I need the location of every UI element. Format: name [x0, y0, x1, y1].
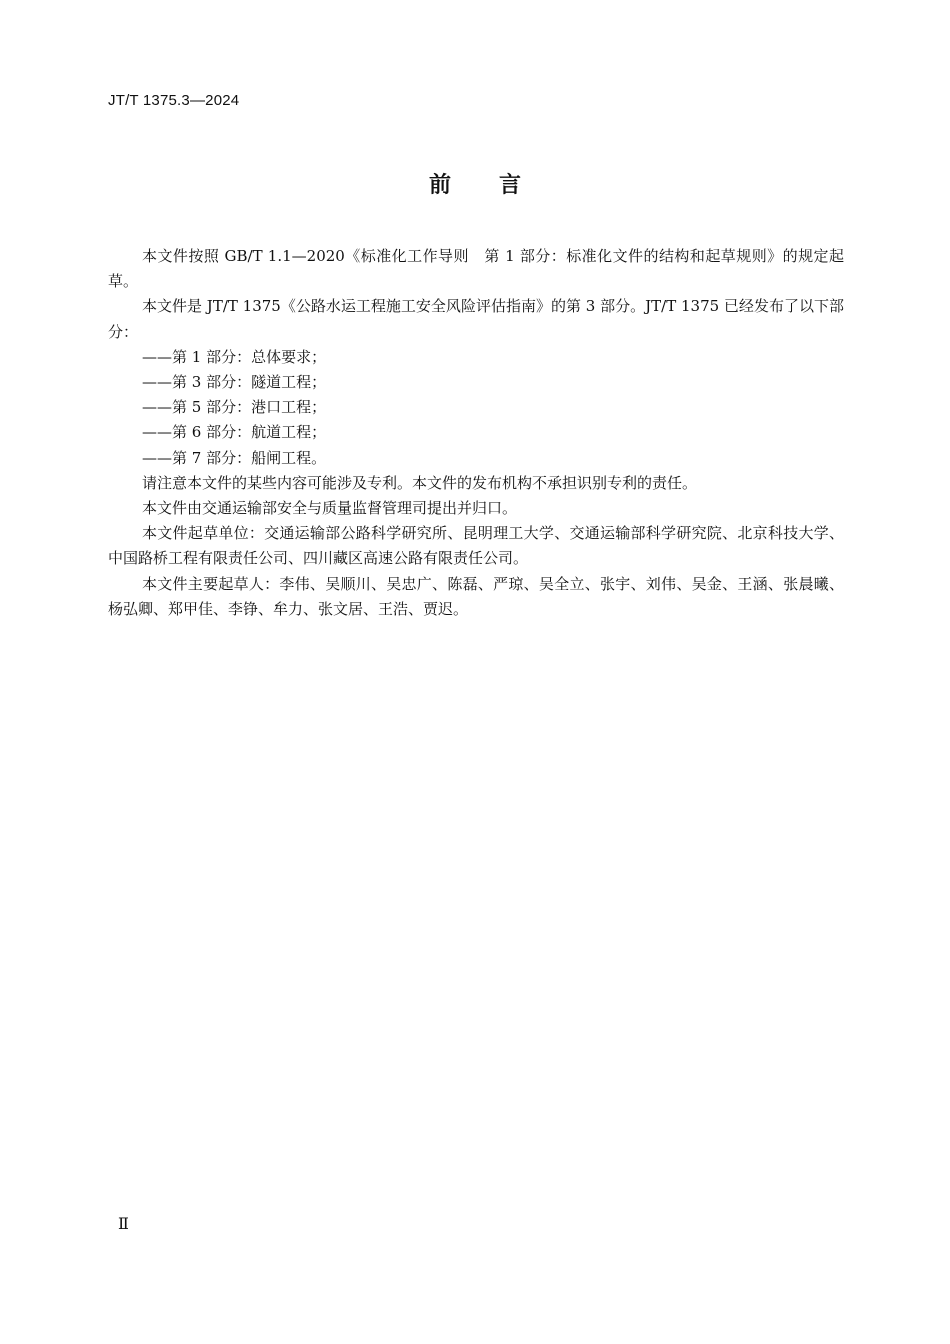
list-item-part-6: ——第 6 部分：航道工程； — [142, 423, 327, 442]
page-title: 前言 — [428, 172, 569, 198]
paragraph-drafting-units: 本文件起草单位：交通运输部公路科学研究所、昆明理工大学、交通运输部科学研究院、北京科技大学、中国路桥工程有限责任公司、四川藏区高速公路有限责任公司。 — [108, 524, 844, 568]
paragraph-series-info: 本文件是 JT/T 1375《公路水运工程施工安全风险评估指南》的第 3 部分。JT/T 1375 已经发布了以下部分： — [108, 297, 844, 341]
paragraph-patent-notice: 请注意本文件的某些内容可能涉及专利。本文件的发布机构不承担识别专利的责任。 — [142, 473, 698, 492]
paragraph-drafters: 本文件主要起草人：李伟、吴顺川、吴忠广、陈磊、严琼、吴全立、张宇、刘伟、吴金、王涵、张晨曦、杨弘卿、郑甲佳、李铮、牟力、张文居、王浩、贾迟。 — [108, 574, 844, 618]
paragraph-proposer: 本文件由交通运输部安全与质量监督管理司提出并归口。 — [142, 499, 518, 518]
page-number: Ⅱ — [118, 1214, 129, 1233]
list-item-part-5: ——第 5 部分：港口工程； — [142, 398, 327, 417]
preface-body — [108, 244, 844, 622]
list-item-part-1: ——第 1 部分：总体要求； — [142, 347, 327, 366]
document-code: JT/T 1375.3—2024 — [108, 92, 240, 109]
list-item-part-7: ——第 7 部分：船闸工程。 — [142, 448, 327, 467]
paragraph-drafting-rules: 本文件按照 GB/T 1.1—2020《标准化工作导则 第 1 部分：标准化文件的结构和起草规则》的规定起草。 — [108, 247, 844, 291]
list-item-part-3: ——第 3 部分：隧道工程； — [142, 373, 327, 392]
